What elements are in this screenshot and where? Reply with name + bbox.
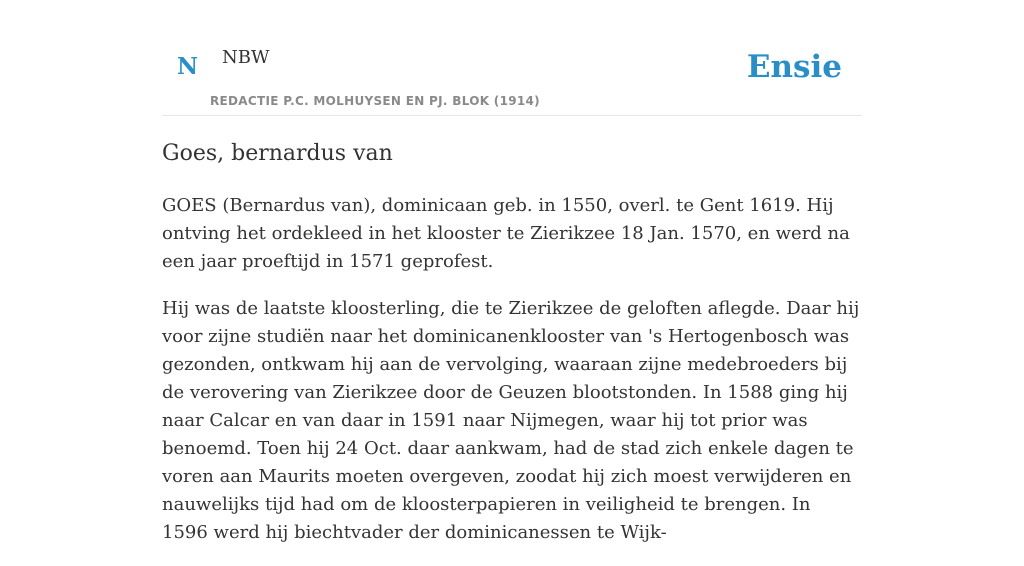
article-paragraph: GOES (Bernardus van), dominicaan geb. in 1550, overl. te Gent 1619. Hij ontving het ordekleed in het klooster te Zierikzee 18 Jan. 1570, en werd na een jaar proeftijd in 1571 geprofest. [162, 195, 850, 272]
article-paragraph: Hij was de laatste kloosterling, die te Zierikzee de geloften aflegde. Daar hij voor zijne studiën naar het dominicanenklooster van 's Hertogenbosch was gezonden, ontkwam hij aan de vervolging, waaraan zijne medebroeders bij de verovering van Zierikzee door de Geuzen blootstonden. In 1588 ging hij naar Calcar en van daar in 1591 naar Nijmegen, waar hij tot prior was benoemd. Toen hij 24 Oct. daar aankwam, had de stad zich enkele dagen te voren aan Maurits moeten overgeven, zoodat hij zich moest verwijderen en nauwelijks tijd had om de kloosterpapieren in veiligheid te brengen. In 1596 werd hij biechtvader der dominicanessen te Wijk- [162, 298, 860, 543]
ensie-brand-logo[interactable]: Ensie [746, 49, 842, 85]
publication-name[interactable]: NBW [222, 47, 270, 68]
article-body [162, 192, 862, 566]
page-container [162, 0, 862, 543]
article-title: Goes, bernardus van [162, 141, 393, 166]
publication-logo-icon[interactable]: N [177, 53, 199, 80]
publication-subtitle: REDACTIE P.C. MOLHUYSEN EN PJ. BLOK (1914) [210, 94, 540, 108]
site-header [162, 0, 862, 116]
